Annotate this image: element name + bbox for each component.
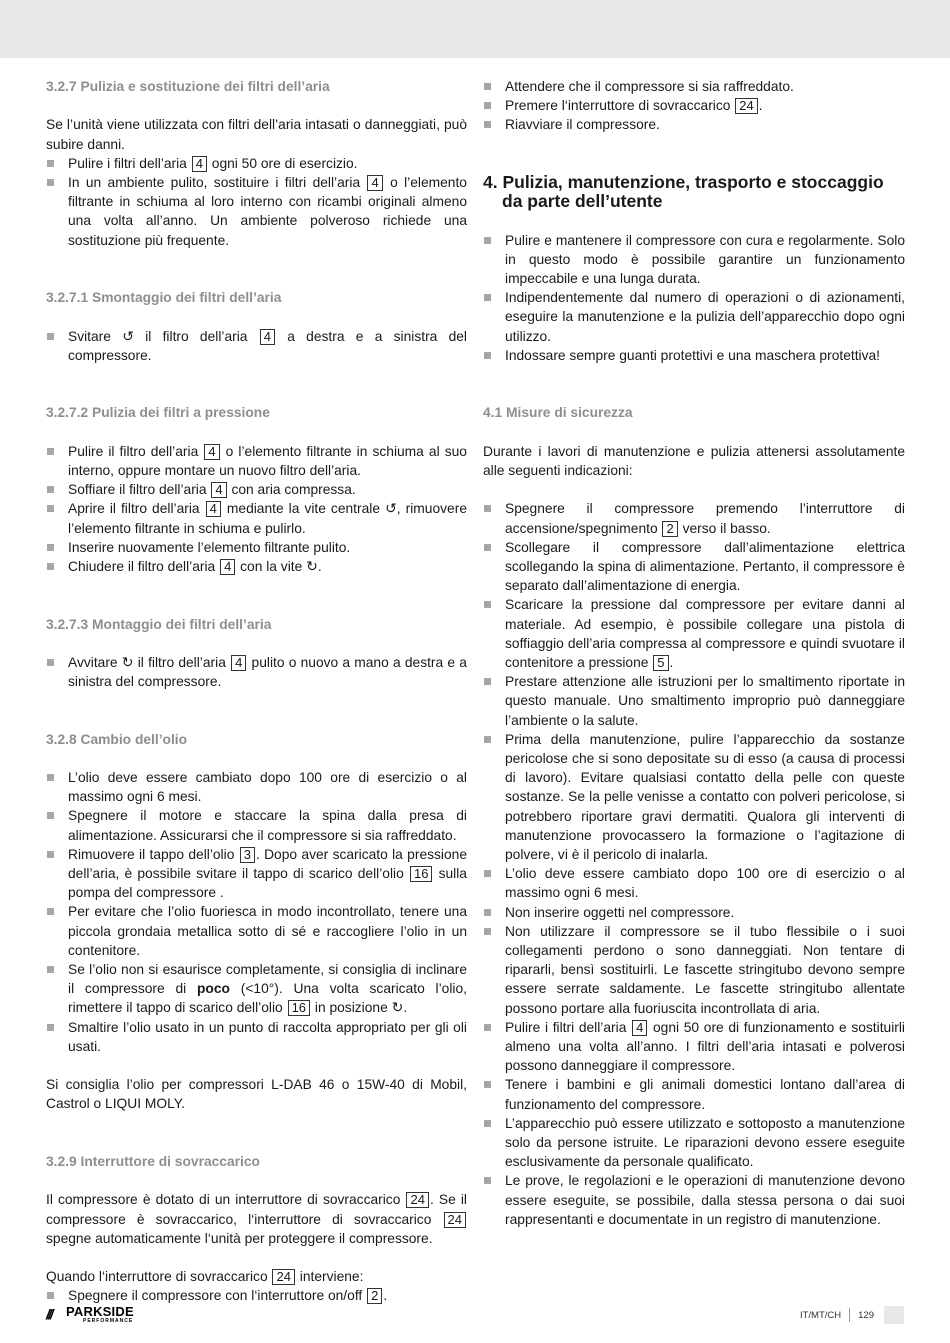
part-number-box: 4 — [192, 156, 207, 172]
list-item: Pulire e mantenere il compressore con cura e regolarmente. Solo in questo modo è possibile garantire un funzionamento impeccabile e una lunga durata. — [483, 231, 905, 289]
list-item: Aprire il filtro dell’aria 4 mediante la vite centrale ↺, rimuovere l’elemento filtrante in schiuma e pulirlo. — [46, 499, 467, 537]
bullet-list — [46, 327, 467, 365]
chapter-title-4: 4. Pulizia, manutenzione, trasporto e stoccaggio da parte dell’utente — [483, 171, 884, 212]
section-title-3-2-7: 3.2.7 Pulizia e sostituzione dei filtri dell’aria — [46, 79, 330, 94]
part-number-box: 24 — [735, 98, 757, 114]
list-item: Spegnere il motore e staccare la spina dalla presa di alimentazione. Assicurarsi che il compressore si sia raffreddato. — [46, 806, 467, 844]
logo-text: PARKSIDE — [66, 1304, 134, 1319]
list-item: Non inserire oggetti nel compressore. — [483, 903, 905, 922]
bullet-list — [46, 442, 467, 576]
left-column — [46, 77, 467, 1306]
list-item: Pulire i filtri dell’aria 4 ogni 50 ore di esercizio. — [46, 154, 467, 173]
part-number-box: 4 — [211, 482, 226, 498]
rotate-clockwise-icon: ↻ — [306, 557, 318, 574]
page-footer — [800, 1306, 904, 1324]
paragraph: Quando l‘interruttore di sovraccarico 24 interviene: — [46, 1269, 364, 1285]
part-number-box: 16 — [410, 866, 432, 882]
paragraph: Si consiglia l’olio per compressori L-DAB 46 o 15W-40 di Mobil, Castrol o LIQUI MOLY. — [46, 1077, 467, 1112]
section-title-3-2-7-3: 3.2.7.3 Montaggio dei filtri dell’aria — [46, 616, 272, 632]
right-column — [483, 77, 905, 1229]
part-number-box: 4 — [367, 175, 382, 191]
part-number-box: 4 — [206, 501, 221, 517]
part-number-box: 4 — [260, 329, 275, 345]
list-item: Avvitare ↻ il filtro dell’aria 4 pulito o nuovo a mano a destra e a sinistra del compressore. — [46, 653, 467, 691]
list-item: Tenere i bambini e gli animali domestici lontano dall’area di funzionamento del compressore. — [483, 1075, 905, 1113]
part-number-box: 4 — [204, 444, 219, 460]
list-item: Se l’olio non si esaurisce completamente, si consiglia di inclinare il compressore di poco (<10°). Una volta scaricato l’olio, rimettere il tappo di scarico dell’olio 16 in posizione ↻. — [46, 960, 467, 1018]
part-number-box: 4 — [632, 1020, 647, 1036]
list-item: Premere l‘interruttore di sovraccarico 24 . — [483, 96, 905, 115]
part-number-box: 24 — [444, 1212, 466, 1228]
list-item: Rimuovere il tappo dell’olio 3 . Dopo aver scaricato la pressione dell’aria, è possibile svitare il tappo di scarico dell’olio 16 sulla pompa del compressore . — [46, 845, 467, 903]
part-number-box: 24 — [406, 1192, 428, 1208]
logo-slashes-icon: /// — [46, 1306, 52, 1322]
list-item: Chiudere il filtro dell’aria 4 con la vite ↻. — [46, 557, 467, 576]
bullet-list — [46, 1286, 467, 1305]
bullet-list — [46, 653, 467, 691]
paragraph: Se l’unità viene utilizzata con filtri dell’aria intasati o danneggiati, può subire danni. — [46, 117, 467, 152]
footer-divider — [849, 1308, 850, 1322]
part-number-box: 2 — [367, 1288, 382, 1304]
list-item: Le prove, le regolazioni e le operazioni di manutenzione devono essere eseguite, se possibile, dalla stessa persona o dai suoi rappresentanti e documentate in un registro di manutenzione. — [483, 1171, 905, 1229]
list-item: Indipendentemente dal numero di operazioni o di azionamenti, eseguire la manutenzione e la pulizia dell’apparecchio dopo ogni utilizzo. — [483, 288, 905, 346]
list-item: In un ambiente pulito, sostituire i filtri dell’aria 4 o l’elemento filtrante in schiuma al loro interno con ricambi originali almeno una volta all’anno. Un ambiente polveroso richiede una sostituzione più frequente. — [46, 173, 467, 250]
part-number-box: 24 — [272, 1269, 294, 1285]
bullet-list — [46, 154, 467, 250]
section-title-3-2-7-1: 3.2.7.1 Smontaggio dei filtri dell’aria — [46, 290, 282, 306]
part-number-box: 4 — [220, 559, 235, 575]
list-item: L’olio deve essere cambiato dopo 100 ore di esercizio o al massimo ogni 6 mesi. — [483, 864, 905, 902]
rotate-counterclockwise-icon: ↺ — [122, 327, 134, 344]
list-item: Smaltire l’olio usato in un punto di raccolta appropriato per gli oli usati. — [46, 1018, 467, 1056]
list-item: Inserire nuovamente l’elemento filtrante pulito. — [46, 538, 467, 557]
bullet-list — [483, 499, 905, 1229]
locale-label: IT/MT/CH — [799, 1309, 842, 1321]
bullet-list — [483, 231, 905, 365]
bullet-list — [46, 768, 467, 1056]
list-item: Soffiare il filtro dell’aria 4 con aria compressa. — [46, 480, 467, 499]
page-number: 129 — [858, 1309, 874, 1321]
paragraph: Durante i lavori di manutenzione e pulizia attenersi assolutamente alle seguenti indicazioni: — [483, 443, 905, 478]
part-number-box: 3 — [240, 847, 255, 863]
rotate-clockwise-icon: ↻ — [391, 999, 404, 1016]
rotate-clockwise-icon: ↻ — [121, 653, 134, 670]
footer-tab-marker — [884, 1306, 904, 1324]
list-item: Scaricare la pressione dal compressore per evitare danni al materiale. Ad esempio, è possibile collegare una pistola di soffiaggio dell’aria compressa al compressore e quindi svuotare il contenitore a pressione 5 . — [483, 595, 905, 672]
header-band — [0, 0, 950, 58]
list-item: Prima della manutenzione, pulire l’apparecchio da sostanze pericolose che si sono depositate su di esso (a causa di processi di lavoro). Evitare qualsiasi contatto della pelle con queste sostanze. Se la pelle venisse a contatto con polveri pericolose, si potrebbero riportare gravi dermatiti. Qualora gli interventi di manutenzione provocassero la formazione o l’agitazione di polvere, vi è il pericolo di inalarla. — [483, 730, 905, 864]
list-item: L’olio deve essere cambiato dopo 100 ore di esercizio o al massimo ogni 6 mesi. — [46, 768, 467, 806]
list-item: Pulire il filtro dell’aria 4 o l’elemento filtrante in schiuma al suo interno, oppure montare un nuovo filtro dell’aria. — [46, 442, 467, 480]
part-number-box: 5 — [653, 655, 668, 671]
bullet-list — [483, 77, 905, 135]
list-item: Svitare ↺ il filtro dell’aria 4 a destra e a sinistra del compressore. — [46, 327, 467, 365]
section-title-3-2-9: 3.2.9 Interruttore di sovraccarico — [46, 1154, 260, 1170]
section-title-3-2-8: 3.2.8 Cambio dell’olio — [46, 731, 188, 747]
list-item: Spegnere il compressore premendo l’interruttore di accensione/spegnimento 2 verso il basso. — [483, 499, 905, 537]
list-item: Prestare attenzione alle istruzioni per lo smaltimento riportate in questo manuale. Uno smaltimento improprio può danneggiare l’ambiente o la salute. — [483, 672, 905, 730]
section-title-4-1: 4.1 Misure di sicurezza — [483, 405, 633, 421]
logo-subtext: PERFORMANCE — [83, 1318, 134, 1324]
part-number-box: 4 — [231, 655, 246, 671]
list-item: Pulire i filtri dell’aria 4 ogni 50 ore di funzionamento e sostituirli almeno una volta all’anno. I filtri dell’aria intasati e polverosi possono danneggiare il compressore. — [483, 1018, 905, 1076]
section-title-3-2-7-2: 3.2.7.2 Pulizia dei filtri a pressione — [46, 405, 270, 421]
list-item: Non utilizzare il compressore se il tubo flessibile o i suoi collegamenti perdono o sono danneggiati. Non tentare di ripararli, bensì sostituirli. Le fascette stringitubo devono sempre essere serrate saldamente. Le fascette stringitubo allentate possono portare alla fuoriuscita incontrollata di aria. — [483, 922, 905, 1018]
list-item: Riavviare il compressore. — [483, 115, 905, 134]
paragraph: Il compressore è dotato di un interruttore di sovraccarico 24 . Se il compressore è sovraccarico, l‘interruttore di sovraccarico 24 spegne automaticamente l‘unità per proteggere il compressore. — [46, 1192, 467, 1246]
list-item: Spegnere il compressore con l‘interruttore on/off 2 . — [46, 1286, 467, 1305]
rotate-counterclockwise-icon: ↺ — [385, 500, 397, 517]
list-item: L’apparecchio può essere utilizzato e sottoposto a manutenzione solo da persone istruite. Le riparazioni devono essere eseguite esclusivamente da personale qualificato. — [483, 1114, 905, 1172]
list-item: Attendere che il compressore si sia raffreddato. — [483, 77, 905, 96]
part-number-box: 2 — [662, 521, 677, 537]
list-item: Per evitare che l’olio fuoriesca in modo incontrollato, tenere una piccola grondaia metallica sotto di sé e raccogliere l’olio in un contenitore. — [46, 902, 467, 960]
list-item: Indossare sempre guanti protettivi e una maschera protettiva! — [483, 346, 905, 365]
part-number-box: 16 — [288, 1000, 310, 1016]
list-item: Scollegare il compressore dall’alimentazione elettrica scollegando la spina di alimentazione. Pertanto, il compressore è separato dall’alimentazione di energia. — [483, 538, 905, 596]
